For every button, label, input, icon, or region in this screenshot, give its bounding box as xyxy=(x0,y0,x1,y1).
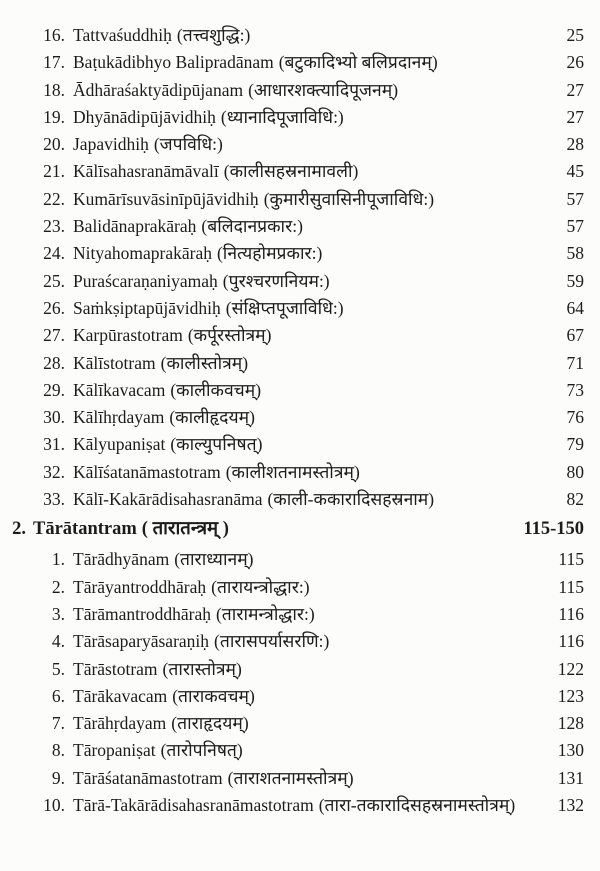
entry-page-number: 57 xyxy=(566,188,584,209)
entry-title xyxy=(73,656,528,683)
toc-entry xyxy=(0,601,584,628)
entry-title-roman: Kālīhṛdayam xyxy=(73,407,165,428)
entry-title xyxy=(73,186,528,213)
entry-number: 1. xyxy=(51,549,65,570)
toc-entry xyxy=(0,486,584,513)
entry-title-devanagari: (तारोपनिषत्) xyxy=(160,740,243,761)
entry-number: 5. xyxy=(51,658,65,679)
entry-number: 24. xyxy=(43,243,65,264)
entry-title xyxy=(73,628,528,655)
entry-title xyxy=(73,322,528,349)
entry-number: 8. xyxy=(51,740,65,761)
entry-number: 23. xyxy=(43,216,65,237)
toc-entry xyxy=(0,431,584,458)
section-title-roman: Tārātantram xyxy=(33,519,137,540)
entry-title xyxy=(73,213,528,240)
entry-title-roman: Tārākavacam xyxy=(73,685,168,706)
entry-title-devanagari: (काली-ककारादिसहस्रनाम) xyxy=(267,489,435,510)
toc-entry xyxy=(0,628,584,655)
entry-title-devanagari: (तारायन्त्रोद्धार:) xyxy=(211,576,310,597)
toc-entry xyxy=(0,350,584,377)
toc-entry xyxy=(0,574,584,601)
entry-title xyxy=(73,404,528,431)
entry-title-roman: Tārāmantroddhāraḥ xyxy=(73,603,211,624)
entry-title xyxy=(73,792,528,819)
entry-title-roman: Saṁkṣiptapūjāvidhiḥ xyxy=(73,297,221,318)
entry-title xyxy=(73,601,528,628)
entry-title-devanagari: (कुमारीसुवासिनीपूजाविधि:) xyxy=(263,188,435,209)
toc-entry xyxy=(0,77,584,104)
entry-number: 2. xyxy=(51,576,65,597)
entry-number: 18. xyxy=(43,79,65,100)
entry-title-roman: Kālyupaniṣat xyxy=(73,434,166,455)
entry-title-devanagari: (बटुकादिभ्यो बलिप्रदानम्) xyxy=(278,52,438,73)
entry-title-roman: Tāropaniṣat xyxy=(73,740,156,761)
entry-page-number: 71 xyxy=(566,352,584,373)
entry-title-roman: Puraścaraṇaniyamaḥ xyxy=(73,270,218,291)
toc-entry xyxy=(0,158,584,185)
section-header xyxy=(0,513,584,546)
entry-page-number: 79 xyxy=(566,434,584,455)
entry-number: 31. xyxy=(43,434,65,455)
entry-number: 32. xyxy=(43,461,65,482)
entry-number: 25. xyxy=(43,270,65,291)
entry-number: 20. xyxy=(43,134,65,155)
entry-title xyxy=(73,710,528,737)
entry-title-roman: Tārāstotram xyxy=(73,658,158,679)
toc-entry xyxy=(0,213,584,240)
entry-page-number: 116 xyxy=(558,603,584,624)
entry-title-devanagari: (ताराध्यानम्) xyxy=(174,549,254,570)
entry-number: 29. xyxy=(43,379,65,400)
entry-title xyxy=(73,350,528,377)
entry-number: 7. xyxy=(51,713,65,734)
entry-title-devanagari: (कालीस्तोत्रम्) xyxy=(160,352,249,373)
entry-page-number: 76 xyxy=(566,407,584,428)
entry-number: 30. xyxy=(43,407,65,428)
entry-title xyxy=(73,104,528,131)
toc-entry xyxy=(0,459,584,486)
entry-title xyxy=(73,765,528,792)
entry-title xyxy=(73,158,528,185)
entry-page-number: 123 xyxy=(557,685,584,706)
entry-title-roman: Nityahomaprakāraḥ xyxy=(73,243,212,264)
entry-title-devanagari: (संक्षिप्तपूजाविधि:) xyxy=(225,297,344,318)
entry-title-roman: Kumārīsuvāsinīpūjāvidhiḥ xyxy=(73,188,259,209)
entry-page-number: 64 xyxy=(566,297,584,318)
entry-page-number: 80 xyxy=(566,461,584,482)
entry-title-devanagari: (ध्यानादिपूजाविधि:) xyxy=(220,106,344,127)
entry-title-roman: Tattvaśuddhiḥ xyxy=(73,25,172,45)
entry-title-roman: Baṭukādibhyo Balipradānam xyxy=(73,52,274,73)
entry-title-devanagari: (बलिदानप्रकार:) xyxy=(201,216,303,237)
toc-entry xyxy=(0,322,584,349)
section-page-range: 115-150 xyxy=(523,519,584,540)
toc-entry xyxy=(0,546,584,573)
toc-entry xyxy=(0,404,584,431)
entry-number: 28. xyxy=(43,352,65,373)
entry-title-roman: Tārā-Takārādisahasranāmastotram xyxy=(73,795,314,816)
entry-number: 16. xyxy=(43,25,65,45)
toc-entry xyxy=(0,131,584,158)
entry-title-devanagari: (तत्त्वशुद्धि:) xyxy=(176,25,251,45)
entry-title-roman: Tārāsaparyāsaraṇiḥ xyxy=(73,631,210,652)
entry-number: 19. xyxy=(43,106,65,127)
entry-title-roman: Kālīśatanāmastotram xyxy=(73,461,221,482)
entry-title-devanagari: (आधारशक्त्यादिपूजनम्) xyxy=(248,79,399,100)
entry-page-number: 45 xyxy=(566,161,584,182)
entry-number: 26. xyxy=(43,297,65,318)
entry-title xyxy=(73,377,528,404)
entry-page-number: 128 xyxy=(557,713,584,734)
entry-page-number: 115 xyxy=(558,576,584,597)
entry-title xyxy=(73,131,528,158)
entry-title xyxy=(73,22,528,49)
entry-page-number: 27 xyxy=(566,79,584,100)
entry-number: 17. xyxy=(43,52,65,73)
entry-title xyxy=(73,574,528,601)
entry-title-devanagari: (ताराहृदयम्) xyxy=(171,713,249,734)
entry-title-roman: Ādhāraśaktyādipūjanam xyxy=(73,79,244,100)
entry-page-number: 28 xyxy=(566,134,584,155)
entry-page-number: 67 xyxy=(566,325,584,346)
entry-number: 22. xyxy=(43,188,65,209)
entry-title xyxy=(73,459,528,486)
entry-page-number: 25 xyxy=(566,25,584,45)
entry-page-number: 132 xyxy=(557,795,584,816)
entry-page-number: 73 xyxy=(566,379,584,400)
entry-title-devanagari: (जपविधि:) xyxy=(153,134,223,155)
entry-number: 6. xyxy=(51,685,65,706)
entry-title-roman: Dhyānādipūjāvidhiḥ xyxy=(73,106,216,127)
entry-title xyxy=(73,683,528,710)
entry-title-devanagari: (ताराकवचम्) xyxy=(172,685,255,706)
toc-entry xyxy=(0,683,584,710)
entry-title-roman: Kālī-Kakārādisahasranāma xyxy=(73,489,263,510)
entry-page-number: 27 xyxy=(566,106,584,127)
entry-title-roman: Kālīsahasranāmāvalī xyxy=(73,161,219,182)
entry-title xyxy=(73,295,528,322)
entry-page-number: 116 xyxy=(558,631,584,652)
entry-page-number: 26 xyxy=(566,52,584,73)
entry-number: 3. xyxy=(51,603,65,624)
entry-title-devanagari: (तारामन्त्रोद्धार:) xyxy=(215,603,315,624)
entry-title xyxy=(73,240,528,267)
entry-page-number: 57 xyxy=(566,216,584,237)
toc-entry xyxy=(0,710,584,737)
toc-entry xyxy=(0,295,584,322)
toc-entry xyxy=(0,186,584,213)
section-number: 2. xyxy=(12,519,26,540)
section-title-devanagari: ( तारातन्त्रम् ) xyxy=(141,519,229,540)
entry-page-number: 115 xyxy=(558,549,584,570)
entry-title-devanagari: (कर्पूरस्तोत्रम्) xyxy=(187,325,272,346)
toc-entry xyxy=(0,240,584,267)
entry-title-devanagari: (ताराशतनामस्तोत्रम्) xyxy=(227,767,354,788)
toc-entry xyxy=(0,765,584,792)
entry-title xyxy=(73,77,528,104)
toc-entry xyxy=(0,22,584,49)
entry-title-devanagari: (काल्युपनिषत्) xyxy=(170,434,263,455)
entry-page-number: 131 xyxy=(557,767,584,788)
toc-entry xyxy=(0,792,584,819)
entry-title xyxy=(73,486,528,513)
entry-number: 33. xyxy=(43,489,65,510)
entry-title-roman: Tārādhyānam xyxy=(73,549,170,570)
entry-title xyxy=(73,546,528,573)
entry-title-devanagari: (तारा-तकारादिसहस्रनामस्तोत्रम्) xyxy=(318,795,516,816)
toc-entry xyxy=(0,656,584,683)
entry-number: 9. xyxy=(51,767,65,788)
toc-entry xyxy=(0,737,584,764)
entry-page-number: 130 xyxy=(557,740,584,761)
entry-number: 10. xyxy=(43,795,65,816)
entry-page-number: 122 xyxy=(557,658,584,679)
entry-title-roman: Karpūrastotram xyxy=(73,325,183,346)
entry-title xyxy=(73,49,528,76)
toc-entry xyxy=(0,49,584,76)
entry-title-devanagari: (पुरश्चरणनियम:) xyxy=(222,270,330,291)
entry-title-roman: Japavidhiḥ xyxy=(73,134,149,155)
toc-entry xyxy=(0,104,584,131)
entry-page-number: 82 xyxy=(566,489,584,510)
entry-title-devanagari: (कालीकवचम्) xyxy=(170,379,262,400)
toc-entry xyxy=(0,377,584,404)
entry-title-devanagari: (कालीहृदयम्) xyxy=(169,407,255,428)
entry-title-devanagari: (कालीसहस्रनामावली) xyxy=(223,161,359,182)
entry-title-roman: Kālīstotram xyxy=(73,352,156,373)
entry-title-roman: Tārāhṛdayam xyxy=(73,713,167,734)
section-title xyxy=(33,513,515,546)
toc-entry xyxy=(0,268,584,295)
entry-number: 27. xyxy=(43,325,65,346)
entry-number: 21. xyxy=(43,161,65,182)
entry-title-devanagari: (तारासपर्यासरणि:) xyxy=(214,631,330,652)
entry-page-number: 59 xyxy=(566,270,584,291)
entry-title-roman: Tārāyantroddhāraḥ xyxy=(73,576,207,597)
entry-title xyxy=(73,737,528,764)
entry-title xyxy=(73,431,528,458)
entry-title-roman: Tārāśatanāmastotram xyxy=(73,767,223,788)
entry-page-number: 58 xyxy=(566,243,584,264)
entry-title-roman: Balidānaprakāraḥ xyxy=(73,216,197,237)
entry-title-devanagari: (नित्यहोमप्रकार:) xyxy=(216,243,323,264)
entry-title-roman: Kālīkavacam xyxy=(73,379,166,400)
entry-title-devanagari: (कालीशतनामस्तोत्रम्) xyxy=(225,461,360,482)
entry-title xyxy=(73,268,528,295)
entry-title-devanagari: (तारास्तोत्रम्) xyxy=(162,658,242,679)
entry-number: 4. xyxy=(51,631,65,652)
